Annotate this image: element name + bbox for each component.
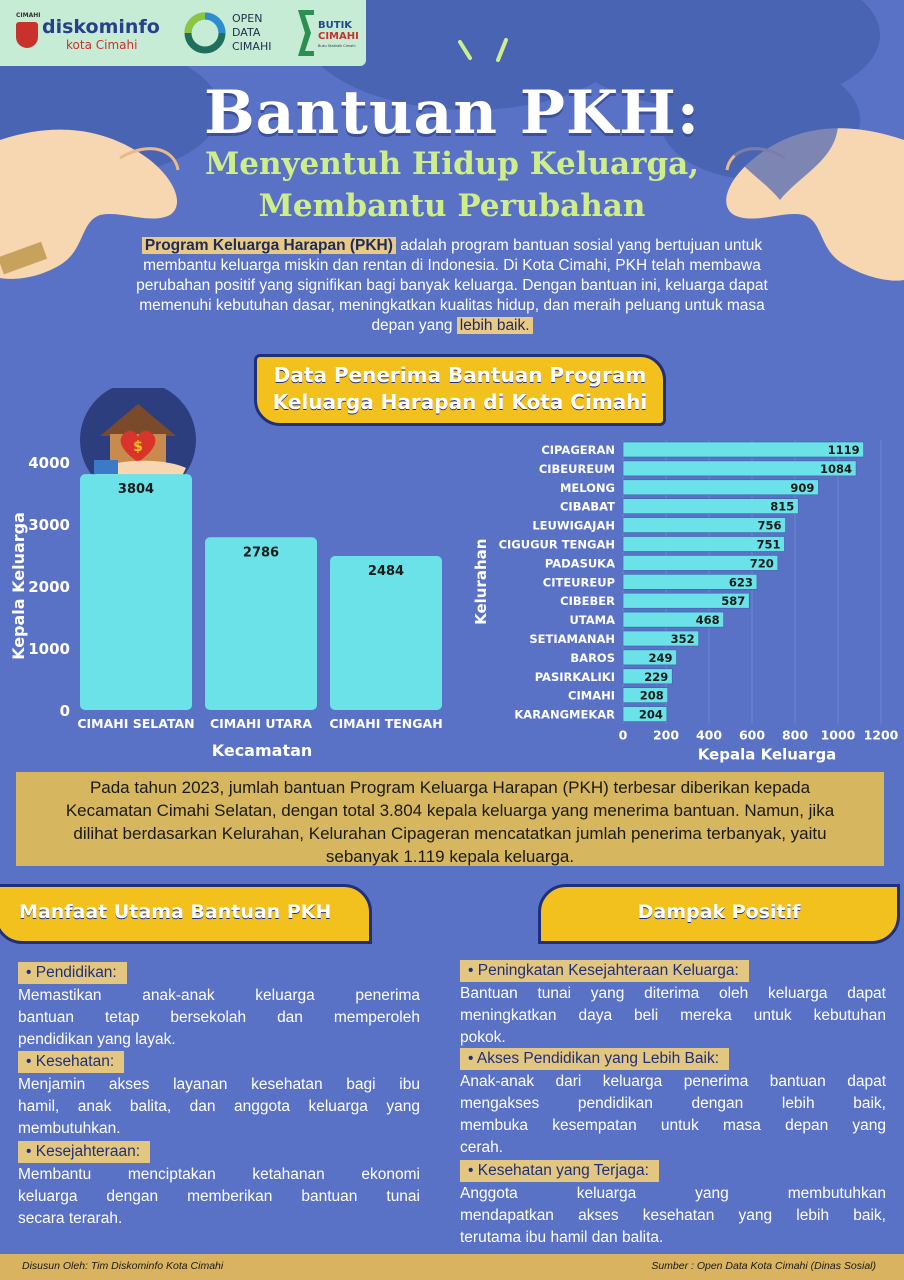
y-tick-label: 3000 <box>28 516 70 534</box>
data-label: 249 <box>648 650 673 665</box>
dampak-kesehatan-line-2: mendapatkan akses kesehatan yang lebih baik, <box>460 1207 886 1224</box>
data-label: 909 <box>790 480 815 495</box>
logos-bar <box>0 0 366 66</box>
manfaat-pendidikan-line-1: Memastikan anak-anak keluarga penerima <box>18 987 420 1004</box>
data-label: 229 <box>644 669 669 684</box>
data-section-title-line1: Data Penerima Bantuan Program <box>273 363 647 387</box>
y-tick-label: 2000 <box>28 578 70 596</box>
dampak-label-kesejahteraan: • Peningkatan Kesejahteraan Keluarga: <box>460 960 749 982</box>
y-axis-title: Kepala Keluarga <box>9 512 28 660</box>
intro-highlight-end: lebih baik. <box>457 317 533 334</box>
manfaat-kesejahteraan-line-2: keluarga dengan memberikan bantuan tunai <box>18 1188 420 1205</box>
data-label: 587 <box>721 594 746 609</box>
bar <box>205 537 317 710</box>
y-tick-label: LEUWIGAJAH <box>532 518 615 533</box>
manfaat-kesejahteraan-line-3: secara terarah. <box>18 1210 123 1227</box>
manfaat-kesejahteraan-line-1: Membantu menciptakan ketahanan ekonomi <box>18 1166 420 1183</box>
intro-line-4: memenuhi kebutuhan dasar, meningkatkan kualitas hidup, dan meraih peluang untuk masa <box>139 297 765 314</box>
dampak-kesehatan-line-3: terutama ibu hamil dan balita. <box>460 1229 664 1246</box>
x-tick-label: 600 <box>738 727 766 743</box>
data-label: 623 <box>728 575 753 590</box>
x-tick-label: 1000 <box>820 727 856 743</box>
dampak-text-kesehatan <box>460 1183 886 1249</box>
dampak-header <box>538 884 900 944</box>
diskominfo-top-label: CIMAHI <box>16 12 41 19</box>
data-label: 1084 <box>820 461 853 476</box>
dampak-label-pendidikan: • Akses Pendidikan yang Lebih Baik: <box>460 1048 729 1070</box>
x-tick-label: 0 <box>618 727 628 743</box>
cimahi-emblem-icon <box>16 22 38 48</box>
open-data-line3: CIMAHI <box>232 40 272 53</box>
data-label: 204 <box>638 707 663 722</box>
dampak-kesejahteraan-line-3: pokok. <box>460 1029 506 1046</box>
data-label: 1119 <box>827 443 860 457</box>
open-data-line1: OPEN <box>232 12 263 25</box>
data-label: 2786 <box>242 545 280 561</box>
open-data-line2: DATA <box>232 26 261 39</box>
bar <box>80 474 192 710</box>
y-tick-label: PADASUKA <box>544 556 615 571</box>
y-tick-label: 0 <box>59 702 70 720</box>
y-tick-label: PASIRKALIKI <box>534 669 615 684</box>
y-tick-label: BAROS <box>570 650 615 665</box>
manfaat-label-kesehatan: • Kesehatan: <box>18 1051 124 1073</box>
diskominfo-city: kota Cimahi <box>66 38 138 52</box>
intro-line-3: perubahan positif yang signifikan bagi banyak keluarga. Dengan bantuan ini, keluarga dapat <box>136 277 768 294</box>
x-tick-label: CIMAHI UTARA <box>209 716 313 731</box>
summary-line-3: dilihat berdasarkan Kelurahan, Kelurahan Cipageran mencatatkan jumlah penerima terbanyak, yaitu <box>73 824 827 843</box>
page-subtitle-line2: Membantu Perubahan <box>258 188 646 224</box>
butik-city: CIMAHI <box>318 31 359 42</box>
y-tick-label: SETIAMANAH <box>529 632 615 646</box>
data-label: 756 <box>757 518 782 533</box>
x-tick-label: 800 <box>781 727 809 743</box>
dampak-kesehatan-line-1: Anggota keluarga yang membutuhkan <box>460 1185 886 1202</box>
y-tick-label: CIPAGERAN <box>541 443 615 457</box>
intro-highlight: Program Keluarga Harapan (PKH) <box>142 237 396 254</box>
bar <box>330 556 442 710</box>
page-title: Bantuan PKH: <box>203 78 701 148</box>
data-label: 815 <box>770 499 795 514</box>
y-tick-label: CIBABAT <box>559 499 615 514</box>
x-tick-label: 400 <box>695 727 723 743</box>
data-label: 3804 <box>117 482 155 498</box>
dampak-pendidikan-line-3: membuka kesempatan untuk masa depan yang <box>460 1117 886 1134</box>
manfaat-text-kesehatan <box>18 1074 420 1140</box>
x-tick-label: CIMAHI SELATAN <box>77 716 195 731</box>
y-tick-label: CIMAHI <box>568 688 615 703</box>
dampak-pendidikan-line-1: Anak-anak dari keluarga penerima bantuan dapat <box>460 1073 886 1090</box>
footer-source: Sumber : Open Data Kota Cimahi (Dinas Sosial) <box>651 1260 876 1272</box>
y-tick-label: KARANGMEKAR <box>514 707 615 722</box>
data-section-header <box>254 354 666 426</box>
dampak-kesejahteraan-line-2: meningkatkan daya beli mereka untuk kebutuhan <box>460 1007 886 1024</box>
dampak-text-kesejahteraan <box>460 983 886 1049</box>
data-section-title-line2: Keluarga Harapan di Kota Cimahi <box>272 390 648 414</box>
y-tick-label: CIBEUREUM <box>538 461 615 476</box>
butik-tagline: Buku Statistik Cimahi <box>318 44 356 48</box>
y-tick-label: 4000 <box>28 454 70 472</box>
page-subtitle-line1: Menyentuh Hidup Keluarga, <box>204 146 700 182</box>
summary-line-1: Pada tahun 2023, jumlah bantuan Program Keluarga Harapan (PKH) terbesar diberikan kepada <box>89 778 811 797</box>
x-tick-label: CIMAHI TENGAH <box>329 716 443 731</box>
open-data-logo-icon <box>184 12 226 54</box>
svg-text:$: $ <box>133 439 143 455</box>
manfaat-label-kesejahteraan: • Kesejahteraan: <box>18 1141 150 1163</box>
y-tick-label: MELONG <box>559 480 615 495</box>
manfaat-header <box>0 884 372 944</box>
dampak-pendidikan-line-4: cerah. <box>460 1139 504 1156</box>
x-tick-label: 1200 <box>863 727 899 743</box>
y-tick-label: CITEUREUP <box>542 575 615 590</box>
bar <box>623 480 818 495</box>
data-label: 208 <box>639 688 664 703</box>
intro-paragraph <box>118 236 786 336</box>
y-tick-label: 1000 <box>28 640 70 658</box>
y-tick-label: CIBEBER <box>560 594 615 609</box>
summary-box <box>16 772 884 866</box>
chart-kelurahan <box>460 430 904 765</box>
dampak-title: Dampak Positif <box>637 901 801 923</box>
dampak-pendidikan-line-2: mengakses pendidikan dengan lebih baik, <box>460 1095 886 1112</box>
data-label: 468 <box>695 613 720 628</box>
butik-name: BUTIK <box>318 20 353 31</box>
y-tick-label: UTAMA <box>569 613 615 628</box>
x-tick-label: 200 <box>652 727 680 743</box>
x-axis-title: Kepala Keluarga <box>697 745 837 764</box>
data-label: 2484 <box>367 563 405 579</box>
data-label: 751 <box>756 537 781 552</box>
summary-line-4: sebanyak 1.119 kepala keluarga. <box>325 847 575 866</box>
manfaat-label-pendidikan: • Pendidikan: <box>18 962 127 984</box>
chart-kecamatan <box>0 440 460 770</box>
data-label: 720 <box>749 556 774 571</box>
intro-line-1: adalah program bantuan sosial yang bertujuan untuk <box>395 237 763 254</box>
x-axis-title: Kecamatan <box>211 741 313 760</box>
manfaat-kesehatan-line-2: hamil, anak balita, dan anggota keluarga yang <box>18 1098 420 1115</box>
manfaat-kesehatan-line-1: Menjamin akses layanan kesehatan bagi ibu <box>18 1076 420 1093</box>
manfaat-pendidikan-line-2: bantuan tetap bersekolah dan memperoleh <box>18 1009 420 1026</box>
y-tick-label: CIGUGUR TENGAH <box>498 537 615 552</box>
dampak-kesejahteraan-line-1: Bantuan tunai yang diterima oleh keluarga dapat <box>460 985 886 1002</box>
diskominfo-name: diskominfo <box>42 16 160 38</box>
footer-credit: Disusun Oleh: Tim Diskominfo Kota Cimahi <box>22 1260 224 1272</box>
data-label: 352 <box>670 632 695 646</box>
manfaat-text-kesejahteraan <box>18 1164 420 1230</box>
dampak-text-pendidikan <box>460 1071 886 1159</box>
intro-line-2: membantu keluarga miskin dan rentan di Indonesia. Di Kota Cimahi, PKH telah membawa <box>143 257 761 274</box>
intro-line-5: depan yang <box>371 317 457 334</box>
footer <box>0 1254 904 1280</box>
manfaat-text-pendidikan <box>18 985 420 1051</box>
manfaat-title: Manfaat Utama Bantuan PKH <box>19 901 332 923</box>
manfaat-kesehatan-line-3: membutuhkan. <box>18 1120 121 1137</box>
manfaat-pendidikan-line-3: pendidikan yang layak. <box>18 1031 176 1048</box>
summary-line-2: Kecamatan Cimahi Selatan, dengan total 3.804 kepala keluarga yang menerima bantuan. Namun, jika <box>65 801 835 820</box>
butik-sigma-icon <box>296 8 316 58</box>
dampak-label-kesehatan: • Kesehatan yang Terjaga: <box>460 1160 659 1182</box>
y-axis-title: Kelurahan <box>472 538 490 625</box>
